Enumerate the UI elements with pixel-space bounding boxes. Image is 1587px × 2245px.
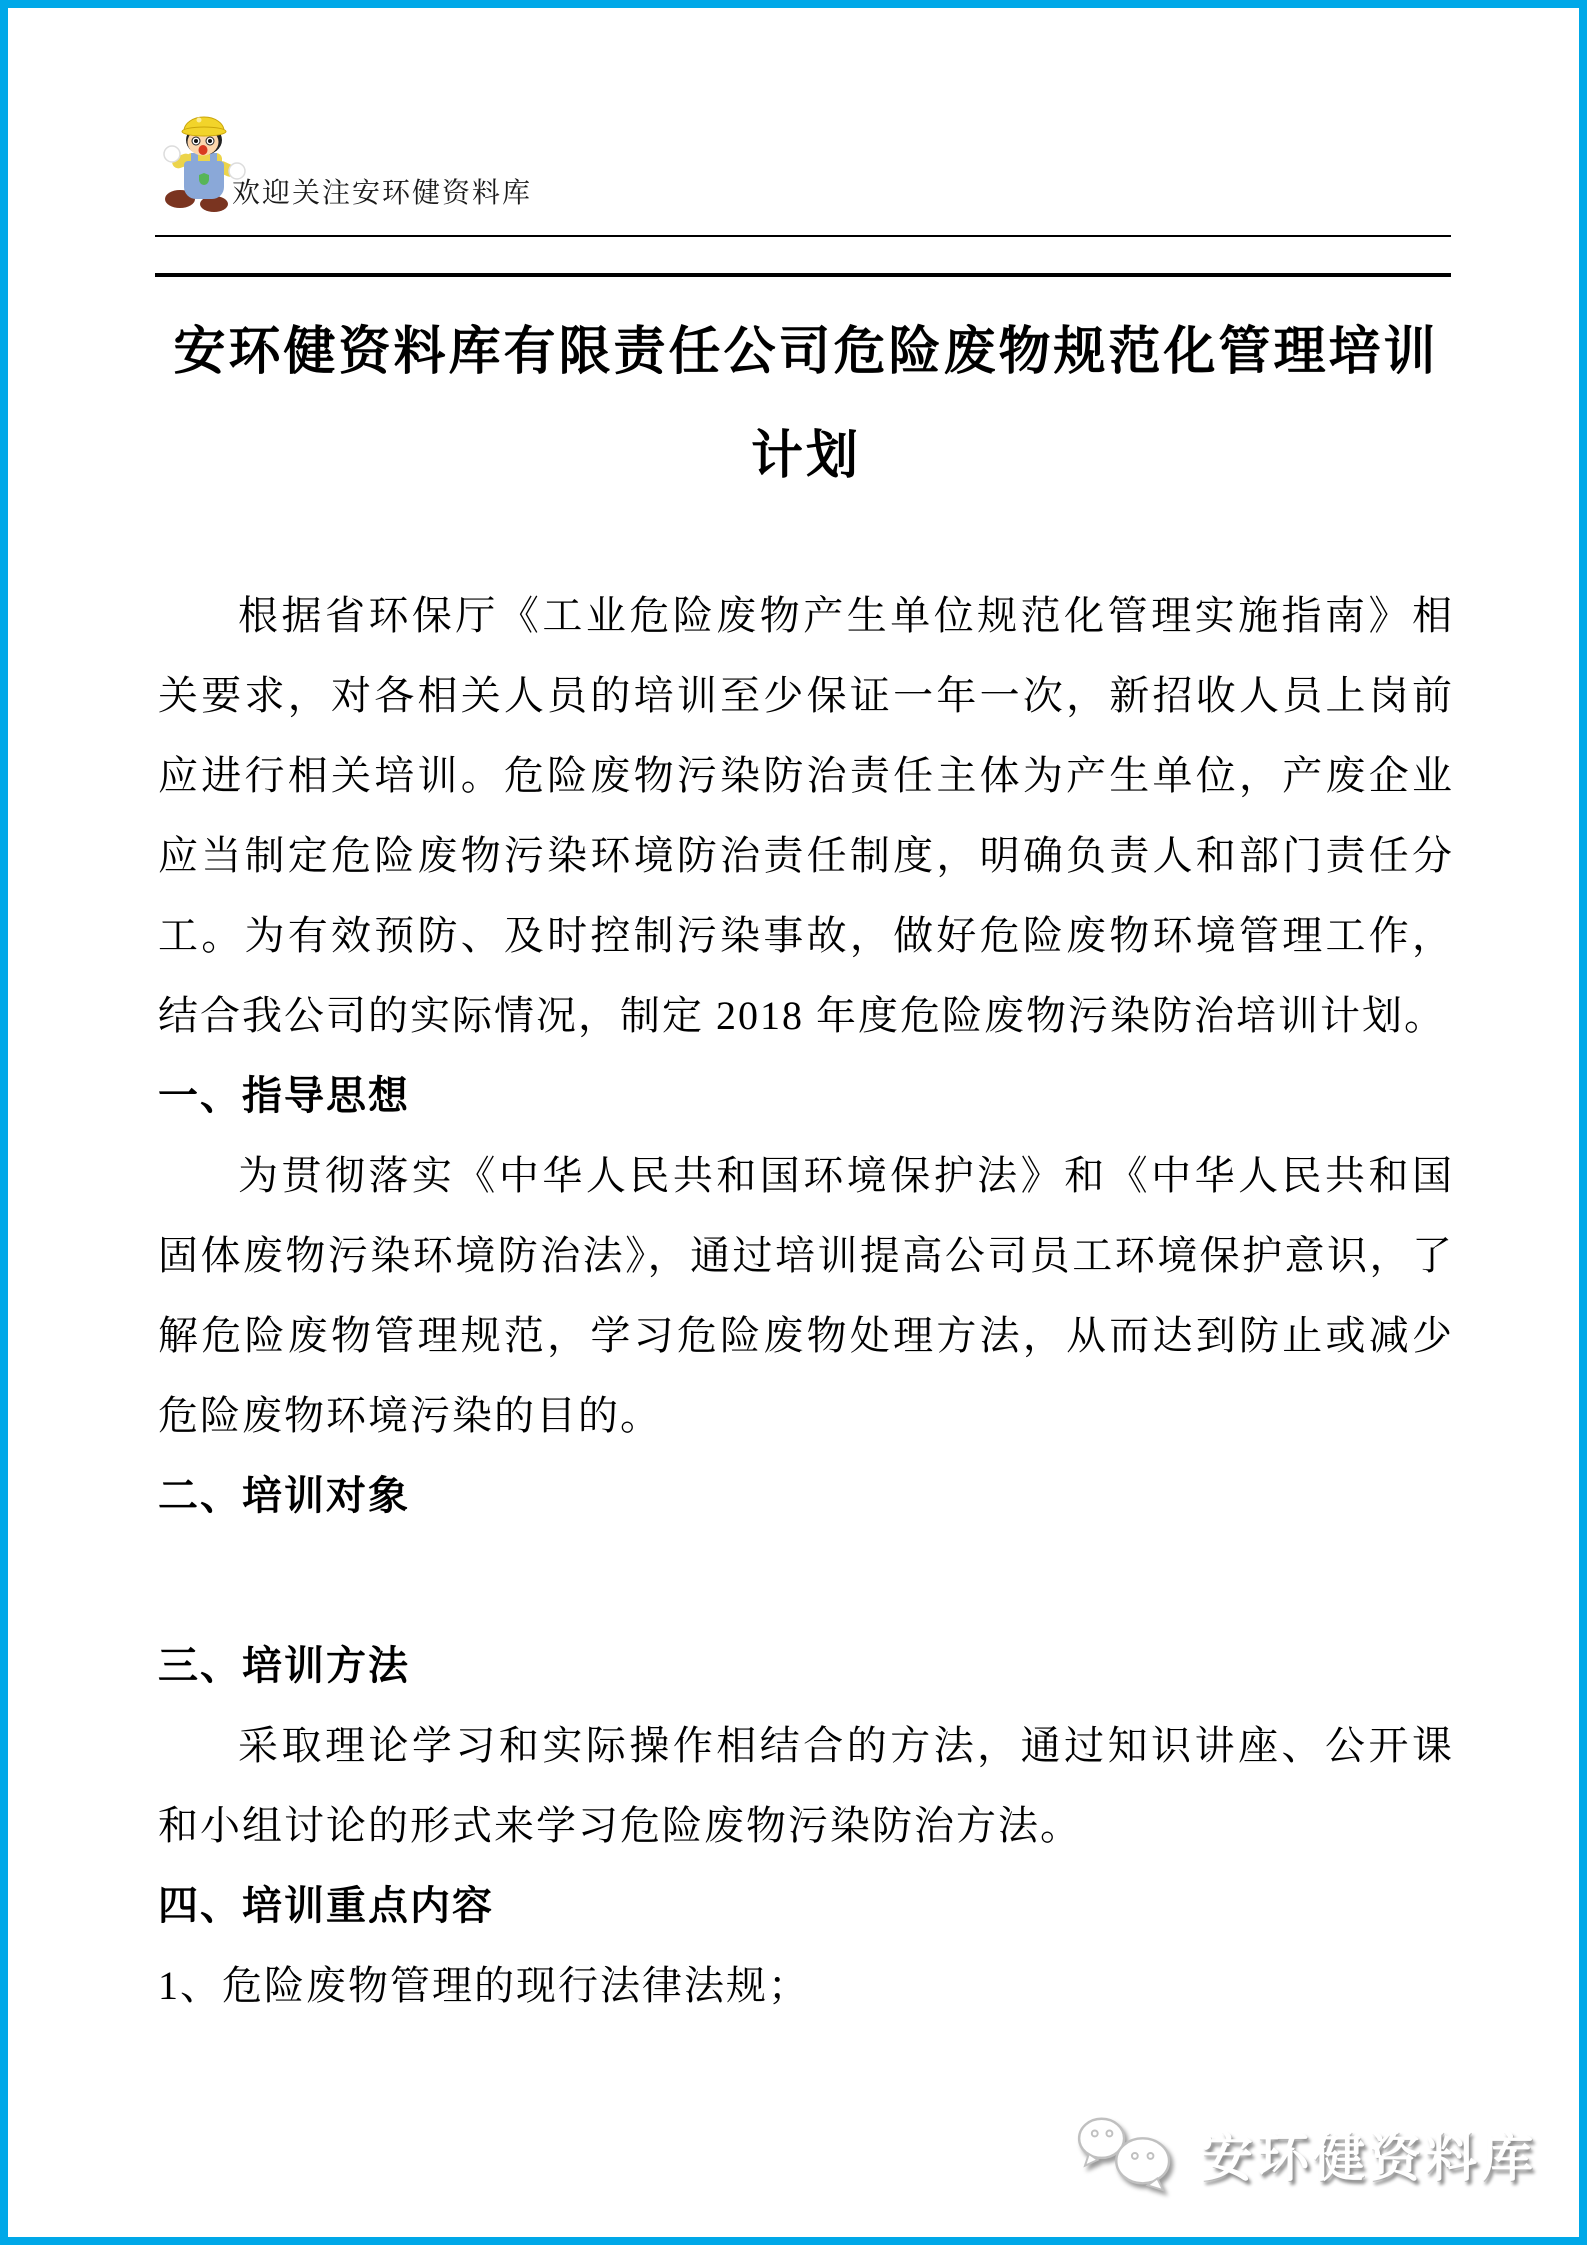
section-heading-4: 四、培训重点内容 bbox=[158, 1883, 494, 1928]
list-item-1: 1、危险废物管理的现行法律法规； bbox=[158, 1963, 810, 2008]
header-welcome-text: 欢迎关注安环健资料库 bbox=[232, 178, 533, 209]
section-heading-1: 一、指导思想 bbox=[158, 1073, 410, 1118]
header-rule-thin bbox=[155, 235, 1451, 237]
section-body-3: 采取理论学习和实际操作相结合的方法，通过知识讲座、公开课和小组讨论的形式来学习危险废物污染防治方法。 bbox=[158, 1723, 1454, 1848]
section-heading-2: 二、培训对象 bbox=[158, 1473, 410, 1518]
footer-brand-text: 安环健资料库 bbox=[1200, 2129, 1537, 2188]
section-body-2-empty bbox=[158, 1536, 1454, 1626]
intro-paragraph: 根据省环保厅《工业危险废物产生单位规范化管理实施指南》相关要求，对各相关人员的培训至少保证一年一次，新招收人员上岗前应进行相关培训。危险废物污染防治责任主体为产生单位，产废企业应当制定危险废物污染环境防治责任制度，明确负责人和部门责任分工。为有效预防、及时控制污染事故，做好危险废物环境管理工作，结合我公司的实际情况，制定 2018 年度危险废物污染防治培训计划。 bbox=[158, 593, 1454, 1038]
document-title: 安环健资料库有限责任公司危险废物规范化管理培训计划 bbox=[173, 323, 1439, 485]
document-content bbox=[158, 300, 1454, 2026]
header-rule-thick bbox=[155, 273, 1451, 277]
section-heading-3: 三、培训方法 bbox=[158, 1643, 410, 1688]
footer-watermark bbox=[1069, 2109, 1537, 2197]
section-body-1: 为贯彻落实《中华人民共和国环境保护法》和《中华人民共和国固体废物污染环境防治法》，通过培训提高公司员工环境保护意识，了解危险废物管理规范，学习危险废物处理方法，从而达到防止或减少危险废物环境污染的目的。 bbox=[158, 1153, 1454, 1438]
wechat-icon bbox=[1069, 2109, 1187, 2197]
